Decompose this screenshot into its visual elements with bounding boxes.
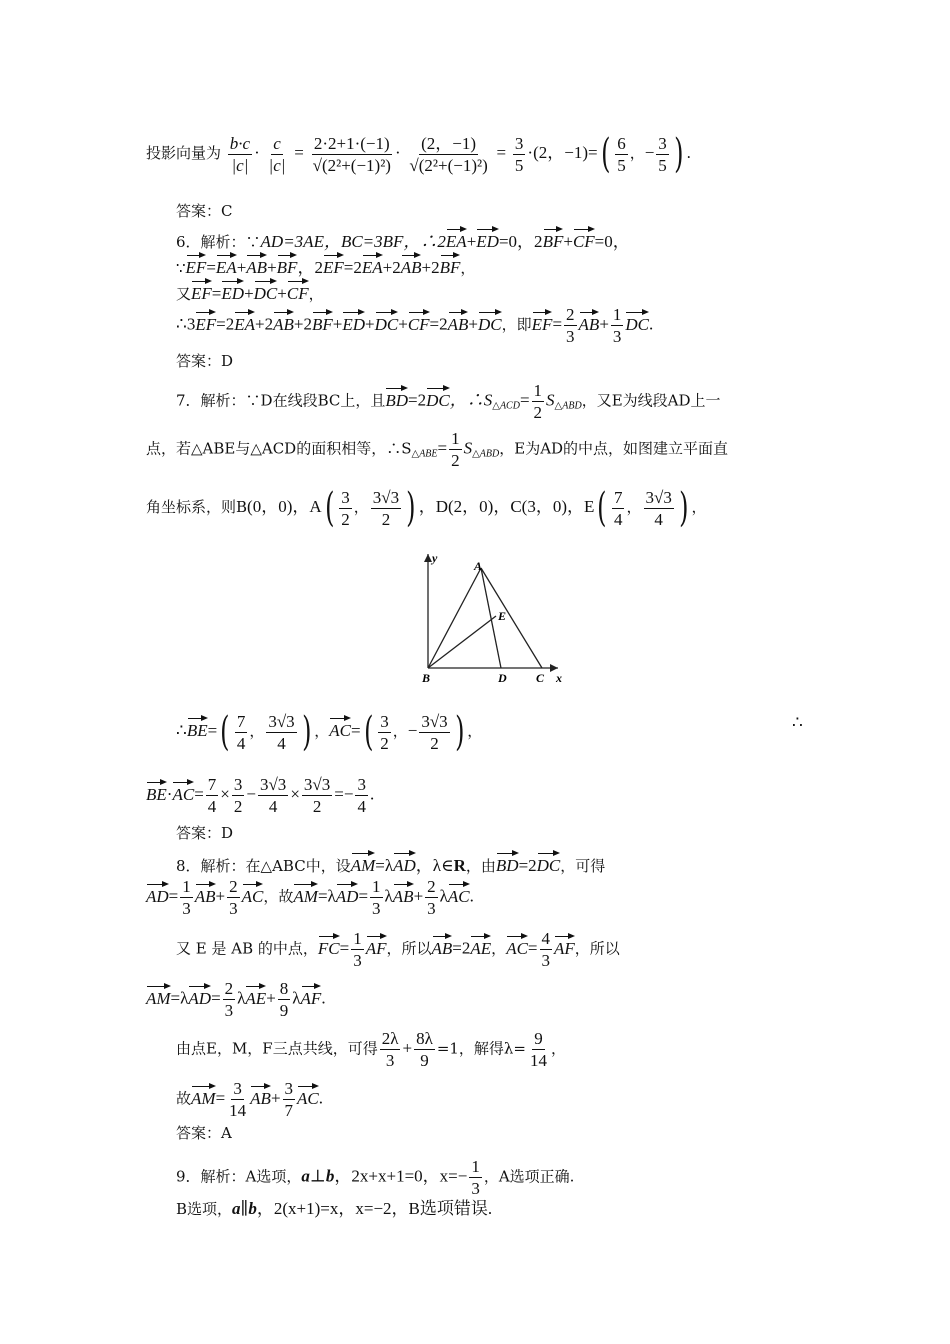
answer-5: 答案：C [176, 202, 233, 220]
fraction: $\frac{3}{5}$ [514, 133, 524, 175]
answer-7: 答案：D [176, 824, 234, 842]
segment-ba [428, 568, 481, 668]
fraction: $\frac{(2,-1)}{\text{√(2²+(−1)²)}}$ [409, 133, 488, 175]
q7-line3: 角坐标系，则B(0，0)，A( $\frac{3}{2}$ ， $\frac{3√3}{2}$ ) ，D(2，0)，C(3，0)，E( $\frac{7}{4}$ ， $\frac{3√3}{4}$ ) ， [146, 485, 707, 531]
fraction: $\frac{6}{5}$ [617, 133, 626, 175]
q6-line3: 又EF=ED+DC+CF， [176, 278, 324, 302]
fraction: $\frac{3}{5}$ [658, 133, 667, 175]
q7-line1: 7．解析：∵D在线段BC上，且BD=2DC，$\therefore S_{\triangle ACD}=$ $\frac{1}{2}$ $S_{\triangle ABD}$，又E为线段AD上一 [176, 381, 721, 422]
answer-6: 答案：D [176, 352, 234, 370]
q8-line3: 又 E 是 AB 的中点，FC= $\frac{1}{3}$ AF，所以AB=2AE，AC= $\frac{4}{3}$ AF，所以 [176, 929, 620, 970]
q6-line1: 6．解析：∵AD=3AE，BC=3BF，∴2EA+ED=0，2BF+CF=0， [176, 226, 630, 250]
segment-ac [481, 568, 542, 668]
fraction: $\frac{b\cdot c}{|c|}$ [229, 133, 251, 175]
answer-8: 答案：A [176, 1124, 232, 1142]
q6-line2: ∵EF=EA+AB+BF，2EF=2EA+2AB+2BF， [176, 252, 475, 276]
q8-line1: 8．解析：在△ABC中，设AM=λAD，λ∈R，由BD=2DC，可得 [176, 850, 605, 874]
label-y: y [432, 551, 438, 565]
q8-line6: 故AM= $\frac{3}{14}$ AB+ $\frac{3}{7}$ AC. [176, 1079, 324, 1120]
projection-line: 投影向量为 $\frac{b\cdot c}{|c|}$ · $\frac{c}{|c|}$ = $\frac{2\cdot 2+1\cdot(-1)}{\text{√(2²+(−1)²)}}$ · $\frac{(2,-1)}{\text{√(2²+(−1)²)}}$ = $\frac{3}{5}$ ·(2，−1)=( $\frac{6}{5}$ ，− $\frac{3}{5}$ ) . [146, 131, 692, 177]
projection-lead: 投影向量为 [146, 144, 222, 162]
label-d: D [498, 671, 507, 685]
label-b: B [422, 671, 431, 685]
q7-therefore: ∴ [792, 713, 803, 732]
segment-be [428, 616, 496, 668]
triangle-figure [412, 546, 572, 688]
label-a: A [474, 559, 483, 573]
fraction: $\frac{2\cdot 2+1\cdot(-1)}{\text{√(2²+(−1)²)}}$ [312, 133, 391, 175]
q7-line4: ∴BE=( $\frac{7}{4}$ ， $\frac{3√3}{4}$ ) ，AC=( $\frac{3}{2}$ ，− $\frac{3√3}{2}$ ) ， [176, 709, 483, 755]
q9-line1: 9．解析：A选项，a⊥b，2x+x+1=0，x=− $\frac{1}{3}$ ，A选项正确. [176, 1157, 575, 1198]
fraction: $\frac{c}{|c|}$ [268, 133, 286, 175]
label-c: C [536, 671, 545, 685]
q7-line5: BE·AC= $\frac{7}{4}$ × $\frac{3}{2}$ − $\frac{3√3}{4}$ × $\frac{3√3}{2}$ =− $\frac{3}{4}$ . [146, 775, 375, 816]
q8-line4: AM=λAD= $\frac{2}{3}$ λAE+ $\frac{8}{9}$ λAF. [146, 979, 326, 1020]
q7-line2: 点，若△ABE与△ACD的面积相等，$\therefore S_{\triangle ABE}=$ $\frac{1}{2}$ $S_{\triangle ABD}$，E为AD的中点，如图建立平面直 [146, 429, 729, 470]
label-e: E [498, 609, 507, 623]
q6-line4: ∴3EF=2EA+2AB+2BF+ED+DC+CF=2AB+DC，即EF= $\frac{2}{3}$ AB+ $\frac{1}{3}$ DC. [176, 305, 654, 346]
q8-line5: 由点E，M，F三点共线，可得 $\frac{2\lambda}{3}$ + $\frac{8\lambda}{9}$ =1，解得λ= $\frac{9}{14}$ ， [176, 1029, 567, 1070]
label-x: x [556, 671, 562, 685]
q8-line2: AD= $\frac{1}{3}$ AB+ $\frac{2}{3}$ AC，故AM=λAD= $\frac{1}{3}$ λAB+ $\frac{2}{3}$ λAC. [146, 877, 474, 918]
q9-line2: B选项，a∥b，2(x+1)=x，x=−2，B选项错误. [176, 1199, 493, 1218]
